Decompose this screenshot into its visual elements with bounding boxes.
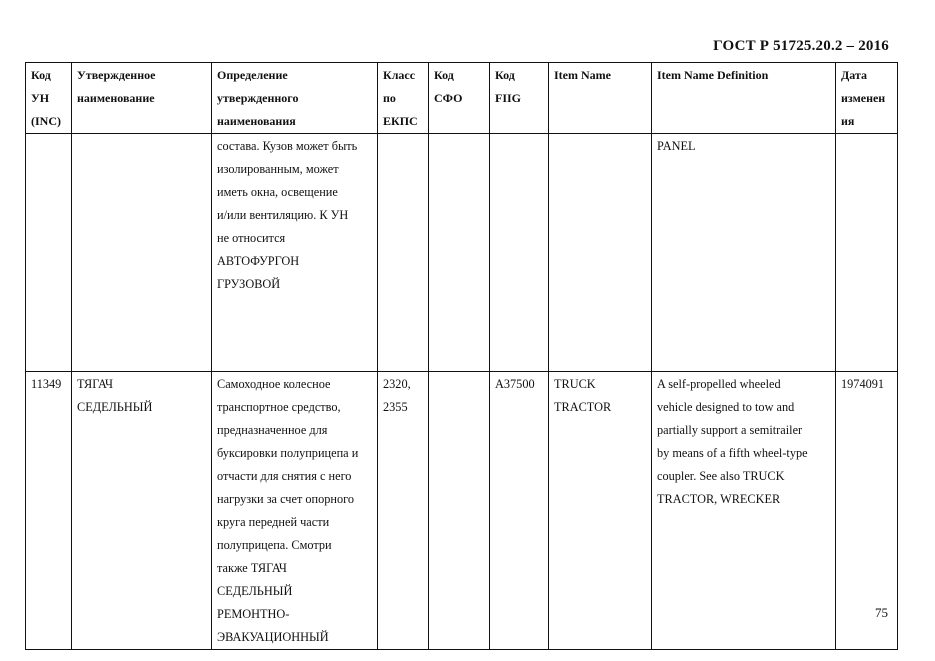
cell-text-line: Утвержденное [77, 68, 156, 82]
cell-text-line: СЕДЕЛЬНЫЙ [77, 400, 153, 414]
cell-text-line: и/или вентиляцию. К УН [217, 208, 349, 222]
cell-text-line: АВТОФУРГОН [217, 254, 300, 268]
cell-text-line: изменен [841, 91, 886, 105]
cell-text-line: Определение [217, 68, 288, 82]
cell-text-line: FIIG [495, 91, 522, 105]
cell-text-line: СФО [434, 91, 463, 105]
cell-text-line: A self-propelled wheeled [657, 377, 781, 391]
cell-text-line: A37500 [495, 377, 535, 391]
cell-text-line: PANEL [657, 139, 696, 153]
cell-fiig-code [490, 134, 549, 372]
cell-text-line: УН [31, 91, 50, 105]
header-sfo-code [429, 63, 490, 134]
cell-text-line: 1974091 [841, 377, 885, 391]
cell-fiig-code [490, 372, 549, 650]
table-header-row [26, 63, 898, 134]
cell-approved-name [72, 372, 212, 650]
cell-text-line: состава. Кузов может быть [217, 139, 358, 153]
cell-text-line: буксировки полуприцепа и [217, 446, 359, 460]
cell-text-line: Item Name Definition [657, 68, 769, 82]
table-row [26, 372, 898, 650]
cell-text-line: РЕМОНТНО- [217, 607, 290, 621]
cell-sfo-code [429, 372, 490, 650]
cell-item-name [549, 372, 652, 650]
cell-item-name-definition [652, 372, 836, 650]
header-inc [26, 63, 72, 134]
cell-text-line: ТЯГАЧ [77, 377, 114, 391]
cell-text-line: Код [31, 68, 51, 82]
cell-text-line: также ТЯГАЧ [217, 561, 287, 575]
cell-text-line: Класс [383, 68, 416, 82]
cell-text-line: Item Name [554, 68, 611, 82]
cell-inc [26, 372, 72, 650]
cell-text-line: Код [495, 68, 515, 82]
cell-text-line: иметь окна, освещение [217, 185, 338, 199]
cell-text-line: TRACTOR [554, 400, 612, 414]
nomenclature-table [25, 62, 898, 650]
cell-text-line: ГРУЗОВОЙ [217, 277, 281, 291]
cell-text-line: vehicle designed to tow and [657, 400, 795, 414]
cell-text-line: наименования [217, 114, 296, 128]
cell-text-line: 2355 [383, 400, 408, 414]
cell-text-line: TRUCK [554, 377, 596, 391]
cell-ekps-class [378, 372, 429, 650]
cell-definition [212, 134, 378, 372]
cell-inc [26, 134, 72, 372]
cell-text-line: нагрузки за счет опорного [217, 492, 355, 506]
standard-designation: ГОСТ Р 51725.20.2 – 2016 [713, 38, 889, 54]
cell-text-line: отчасти для снятия с него [217, 469, 352, 483]
cell-item-name-definition [652, 134, 836, 372]
cell-text-line: 2320, [383, 377, 411, 391]
cell-text-line: круга передней части [217, 515, 330, 529]
cell-text-line: предназначенное для [217, 423, 328, 437]
header-fiig-code [490, 63, 549, 134]
cell-text-line: полуприцепа. Смотри [217, 538, 332, 552]
table-row [26, 134, 898, 372]
cell-text-line: Самоходное колесное [217, 377, 331, 391]
header-change-date [836, 63, 898, 134]
cell-text-line: транспортное средство, [217, 400, 341, 414]
cell-text-line: by means of a fifth wheel-type [657, 446, 808, 460]
header-ekps-class [378, 63, 429, 134]
cell-text-line: ЭВАКУАЦИОННЫЙ [217, 630, 329, 644]
header-item-name [549, 63, 652, 134]
cell-ekps-class [378, 134, 429, 372]
header-definition [212, 63, 378, 134]
cell-text-line: ия [841, 114, 855, 128]
page-number: 75 [875, 605, 888, 620]
header-approved-name [72, 63, 212, 134]
header-item-name-definition [652, 63, 836, 134]
cell-text-line: (INC) [31, 114, 61, 128]
cell-item-name [549, 134, 652, 372]
cell-text-line: по [383, 91, 396, 105]
cell-change-date [836, 372, 898, 650]
cell-text-line: Код [434, 68, 454, 82]
cell-text-line: наименование [77, 91, 155, 105]
cell-text-line: coupler. See also TRUCK [657, 469, 785, 483]
cell-text-line: СЕДЕЛЬНЫЙ [217, 584, 293, 598]
cell-definition [212, 372, 378, 650]
cell-approved-name [72, 134, 212, 372]
cell-text-line: partially support a semitrailer [657, 423, 803, 437]
cell-text-line: изолированным, может [217, 162, 339, 176]
cell-text-line: не относится [217, 231, 286, 245]
cell-sfo-code [429, 134, 490, 372]
cell-text-line: утвержденного [217, 91, 299, 105]
cell-text-line: Дата [841, 68, 867, 82]
cell-change-date [836, 134, 898, 372]
cell-text-line: TRACTOR, WRECKER [657, 492, 781, 506]
cell-text-line: 11349 [31, 377, 62, 391]
cell-text-line: ЕКПС [383, 114, 418, 128]
